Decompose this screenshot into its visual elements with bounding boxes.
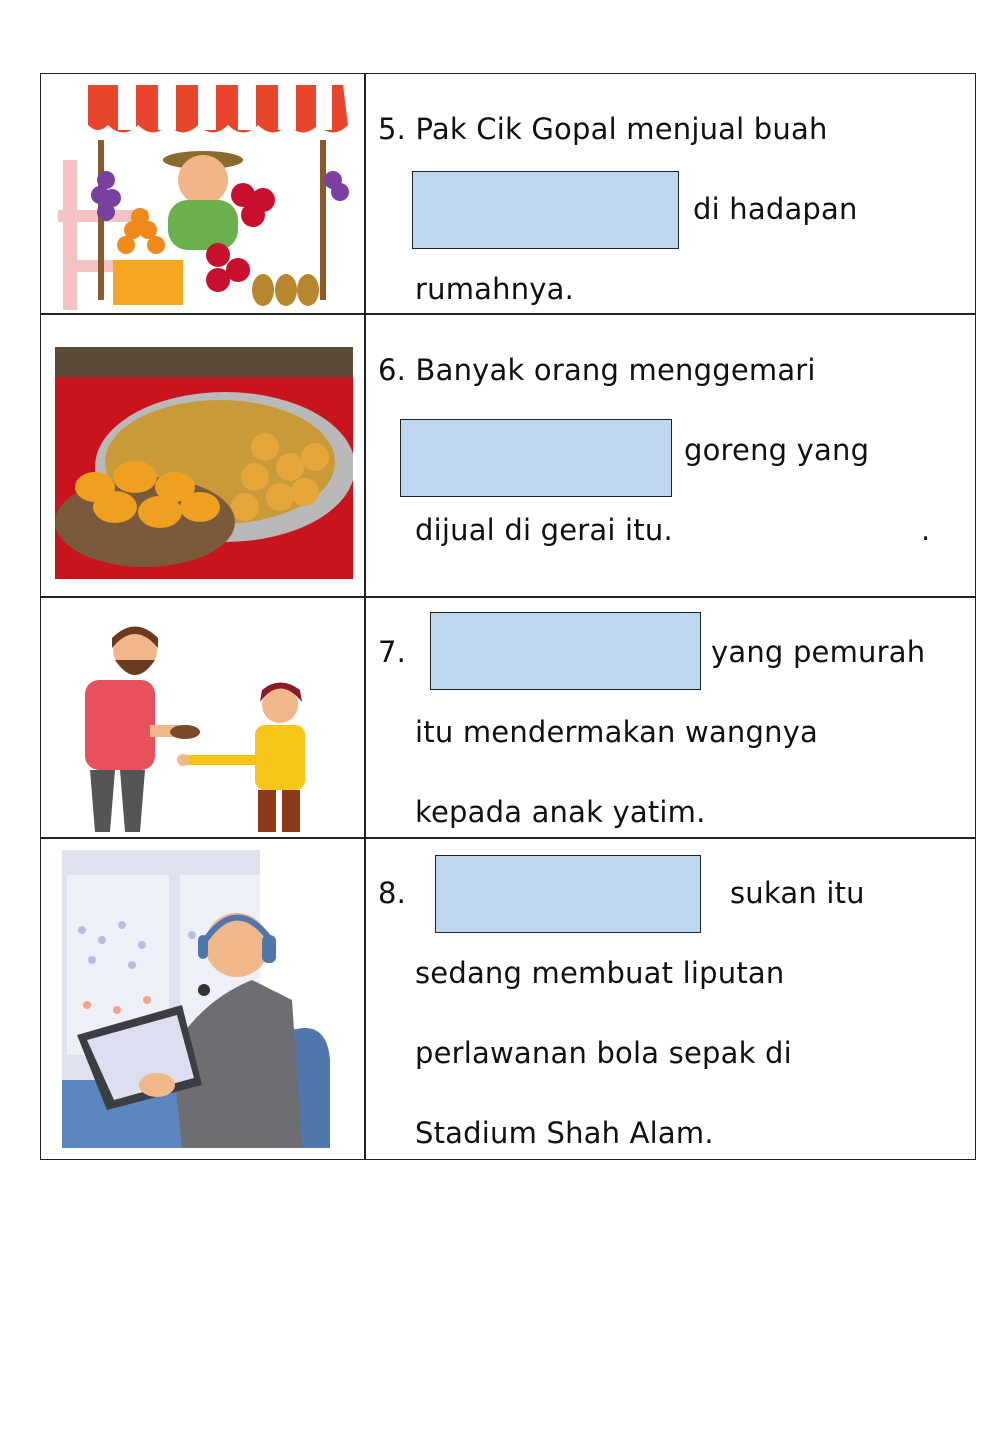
q5-answer-input[interactable] bbox=[412, 171, 679, 249]
q7-after-box: yang pemurah bbox=[711, 635, 926, 669]
q8-after-box: sukan itu bbox=[730, 876, 865, 910]
q6-number: 6. bbox=[378, 353, 407, 387]
q6-line1 bbox=[378, 352, 816, 388]
q8-number: 8. bbox=[378, 876, 407, 910]
cempedak-goreng-photo bbox=[55, 347, 353, 579]
q5-after-box: di hadapan bbox=[693, 192, 858, 226]
q8-line4: Stadium Shah Alam. bbox=[415, 1116, 714, 1150]
q7-line2: itu mendermakan wangnya bbox=[415, 715, 819, 749]
sports-commentator-illustration bbox=[62, 850, 330, 1148]
q5-line3: rumahnya. bbox=[415, 272, 575, 306]
q8-line2: sedang membuat liputan bbox=[415, 956, 785, 990]
donation-illustration bbox=[70, 620, 320, 835]
q5-number: 5. bbox=[378, 112, 407, 146]
q6-after-box: goreng yang bbox=[684, 433, 870, 467]
q8-line3: perlawanan bola sepak di bbox=[415, 1036, 792, 1070]
q5-line1 bbox=[378, 111, 828, 147]
q7-number: 7. bbox=[378, 635, 407, 669]
q6-text: Banyak orang menggemari bbox=[415, 353, 816, 387]
q7-answer-input[interactable] bbox=[430, 612, 701, 690]
q6-answer-input[interactable] bbox=[400, 419, 672, 497]
q5-text: Pak Cik Gopal menjual buah bbox=[415, 112, 828, 146]
q6-trailing-dot: . bbox=[921, 513, 931, 547]
fruit-stall-illustration bbox=[58, 80, 350, 312]
q7-line3: kepada anak yatim. bbox=[415, 795, 706, 829]
q8-answer-input[interactable] bbox=[435, 855, 701, 933]
q6-line3: dijual di gerai itu. bbox=[415, 513, 673, 547]
